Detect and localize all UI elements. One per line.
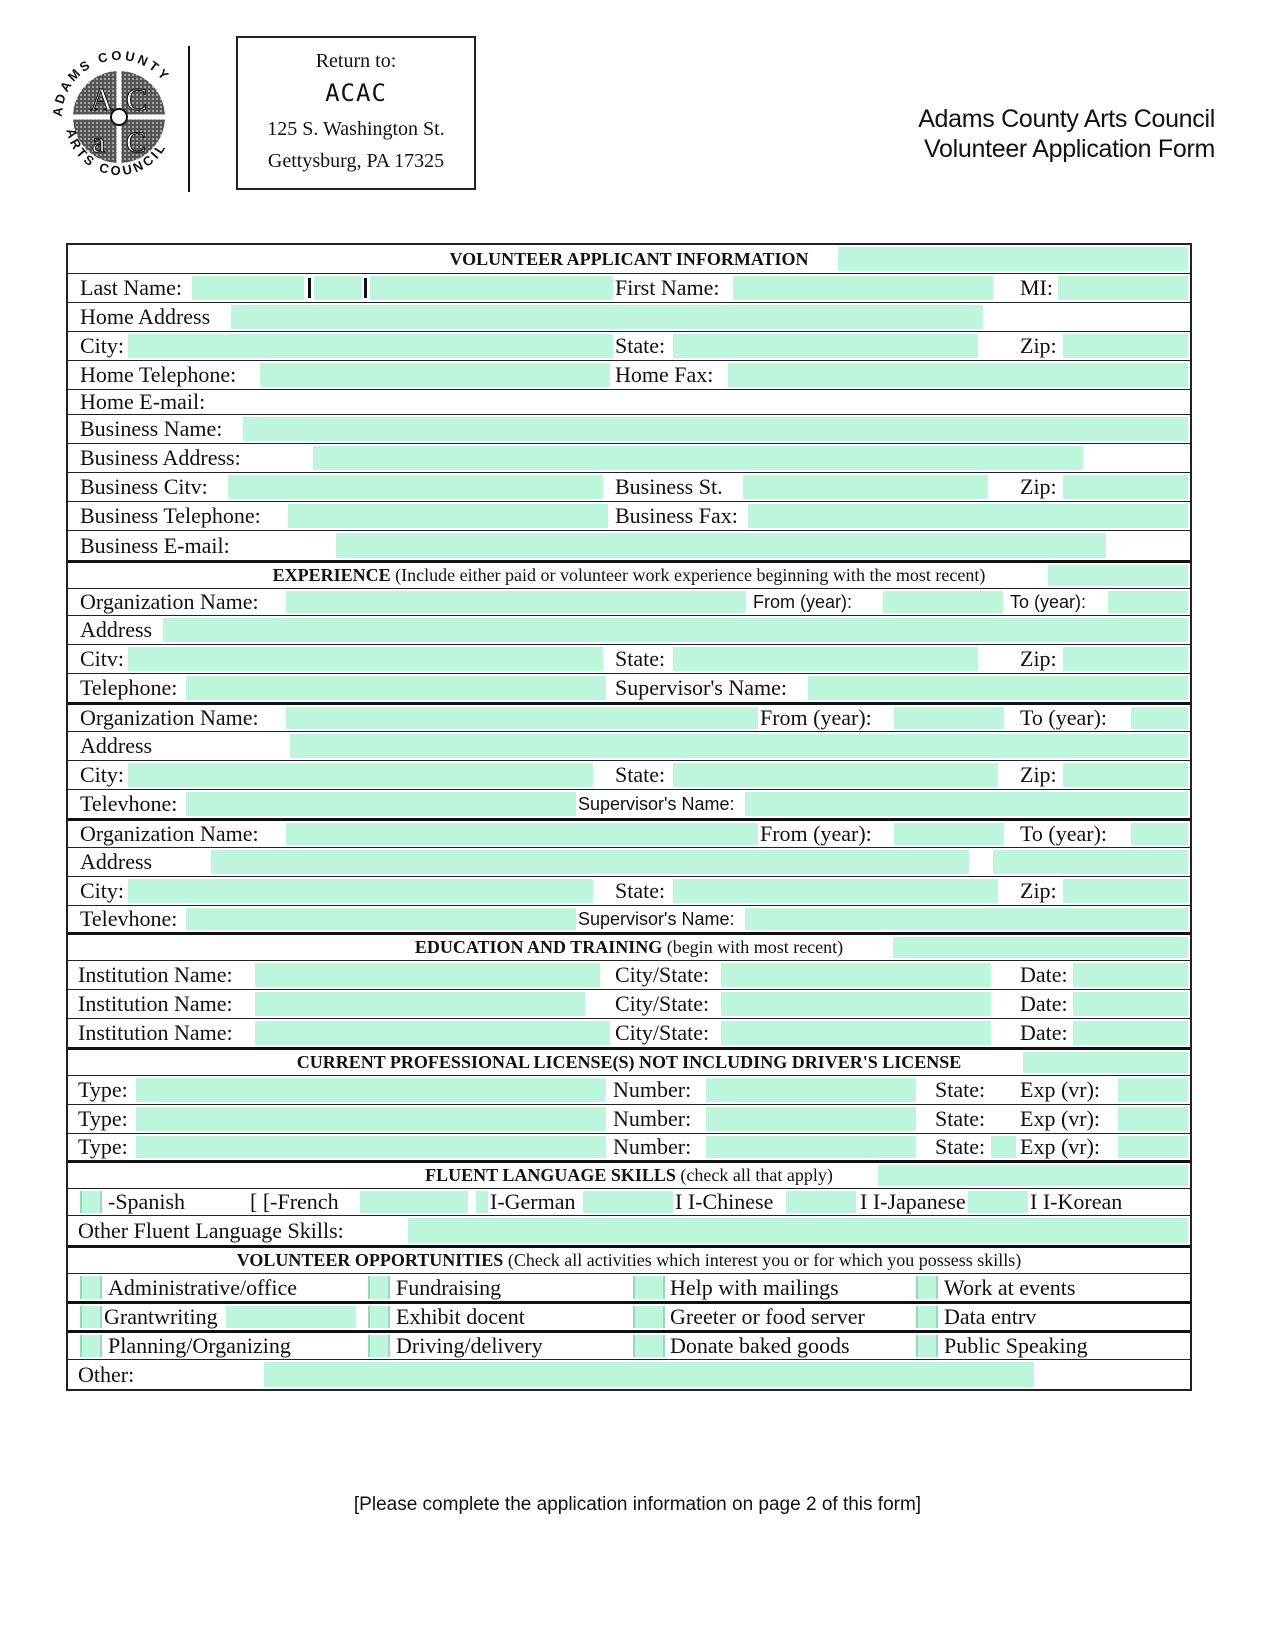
exp3-supervisor-field[interactable] [745, 908, 1188, 930]
section-subtitle-experience: (Include either paid or volunteer work experience beginning with the most recent) [390, 565, 986, 585]
exp2-phone-field[interactable] [186, 792, 586, 816]
grantwriting-field[interactable] [226, 1306, 356, 1328]
exp3-from-field[interactable] [894, 823, 1004, 845]
license2-type-label: Type: [78, 1106, 128, 1131]
opp-baked-goods-label: Donate baked goods [670, 1333, 850, 1358]
languages-options-row [68, 1188, 1190, 1215]
license1-number-label: Number: [613, 1077, 692, 1102]
business-zip-label: Zip: [1020, 474, 1057, 499]
exp1-supervisor-label: Supervisor's Name: [615, 675, 787, 700]
exp1-city-label: Citv: [80, 646, 125, 671]
exp2-row-city [68, 760, 1190, 789]
business-address-field[interactable] [313, 446, 1083, 470]
license3-type-label: Type: [78, 1134, 128, 1159]
section-title-experience: EXPERIENCE [272, 565, 391, 585]
checkbox-japanese[interactable] [786, 1191, 856, 1213]
last-name-field[interactable] [192, 276, 304, 300]
opp-events-label: Work at events [944, 1274, 1076, 1300]
edu3-date-label: Date: [1020, 1020, 1068, 1045]
business-name-label: Business Name: [80, 416, 223, 441]
business-state-field[interactable] [743, 475, 988, 499]
opp-grantwriting-label: Grantwriting [104, 1304, 218, 1329]
license1-type-label: Type: [78, 1077, 128, 1102]
return-address-line2: Gettysburg, PA 17325 [267, 150, 445, 172]
exp3-row-address [68, 847, 1190, 876]
home-fax-label: Home Fax: [615, 362, 714, 387]
city-field[interactable] [128, 334, 618, 358]
edu-row-2 [68, 989, 1190, 1018]
exp1-state-label: State: [615, 646, 666, 671]
license3-state-field[interactable] [991, 1136, 1016, 1158]
opp-mailings-label: Help with mailings [670, 1274, 839, 1300]
section-subtitle-languages: (check all that apply) [675, 1165, 833, 1185]
edu2-citystate-label: City/State: [615, 991, 710, 1016]
mi-field[interactable] [1058, 276, 1188, 300]
section-title-education: EDUCATION AND TRAINING [414, 937, 663, 957]
exp2-phone-label: Televhone: [80, 791, 178, 816]
exp3-address-field[interactable] [211, 850, 969, 874]
logo-divider [188, 46, 190, 192]
opp-administrative-label: Administrative/office [108, 1274, 297, 1300]
exp2-org-field[interactable] [286, 707, 766, 729]
exp3-zip-label: Zip: [1020, 878, 1057, 903]
svg-text:C: C [126, 81, 148, 117]
business-fax-label: Business Fax: [615, 503, 738, 528]
section-education-header [68, 932, 1190, 960]
business-city-field[interactable] [228, 475, 603, 499]
form-title [918, 104, 1215, 164]
lang-german-label: I-German [490, 1189, 576, 1214]
opp-greeter-label: Greeter or food server [670, 1304, 865, 1329]
exp2-row-phone [68, 789, 1190, 818]
edu3-institution-field[interactable] [255, 1021, 610, 1045]
opp-public-speaking-label: Public Speaking [944, 1333, 1088, 1358]
opp-fundraising-label: Fundraising [396, 1274, 502, 1300]
edu2-date-label: Date: [1020, 991, 1068, 1016]
license3-exp-field[interactable] [1118, 1136, 1188, 1158]
home-email-label: Home E-mail: [80, 389, 206, 414]
section-experience-header [68, 560, 1190, 588]
exp1-phone-label: Telephone: [80, 675, 178, 700]
exp2-state-label: State: [615, 762, 666, 787]
form-title-line2: Volunteer Application Form [924, 135, 1215, 163]
education-header-field[interactable] [893, 937, 1188, 958]
edu2-institution-label: Institution Name: [78, 991, 233, 1016]
exp2-address-label: Address [80, 733, 153, 758]
svg-text:a: a [92, 126, 106, 159]
svg-text:C: C [126, 126, 147, 159]
exp2-row-address [68, 731, 1190, 760]
checkbox-chinese[interactable] [583, 1191, 678, 1213]
exp3-from-label: From (year): [760, 821, 872, 846]
logo-bottom-text: ARTS COUNCIL [63, 126, 170, 179]
license2-number-field[interactable] [706, 1107, 916, 1131]
opportunities-row-1 [68, 1273, 1190, 1301]
logo-top-text: ADAMS COUNTY [49, 47, 174, 118]
row-home-address [68, 302, 1190, 331]
opportunities-other-row [68, 1359, 1190, 1389]
exp3-state-label: State: [615, 878, 666, 903]
last-name-field-2[interactable] [314, 276, 362, 300]
checkbox-french[interactable] [360, 1191, 468, 1213]
exp2-city-label: City: [80, 762, 125, 787]
license2-number-label: Number: [613, 1106, 692, 1131]
exp2-state-field[interactable] [673, 763, 998, 787]
checkbox-administrative[interactable] [80, 1276, 102, 1299]
exp3-org-field[interactable] [286, 823, 766, 845]
row-business-address [68, 443, 1190, 472]
exp3-phone-field[interactable] [186, 908, 586, 930]
application-form [66, 243, 1192, 1391]
exp3-city-field[interactable] [128, 879, 593, 903]
return-org: ACAC [325, 79, 387, 107]
edu-row-1 [68, 960, 1190, 989]
exp2-from-field[interactable] [894, 707, 1004, 729]
section-title-applicant: VOLUNTEER APPLICANT INFORMATION [446, 249, 811, 270]
edu3-date-field[interactable] [1073, 1021, 1188, 1045]
business-address-label: Business Address: [80, 445, 241, 470]
license1-type-field[interactable] [136, 1078, 606, 1102]
license2-type-field[interactable] [136, 1107, 606, 1131]
checkbox-german[interactable] [476, 1191, 488, 1213]
exp2-row-org [68, 702, 1190, 731]
lang-japanese-label: I I-Japanese [860, 1189, 966, 1214]
exp3-row-org [68, 818, 1190, 847]
license1-exp-field[interactable] [1118, 1078, 1188, 1102]
exp3-phone-label: Televhone: [80, 906, 178, 931]
exp2-to-field[interactable] [1131, 707, 1188, 729]
home-address-label: Home Address [80, 304, 211, 329]
other-languages-label: Other Fluent Language Skills: [76, 1216, 346, 1245]
business-fax-field[interactable] [748, 504, 1188, 528]
exp3-org-label: Organization Name: [80, 821, 259, 846]
exp1-org-label: Organization Name: [80, 589, 259, 614]
checkbox-data-entry[interactable] [916, 1306, 938, 1328]
edu1-institution-field[interactable] [255, 963, 600, 987]
business-state-label: Business St. [615, 474, 723, 499]
zip-field[interactable] [1063, 334, 1188, 358]
other-opportunities-field[interactable] [264, 1362, 1034, 1387]
home-address-field[interactable] [231, 305, 983, 329]
opp-driving-label: Driving/delivery [396, 1333, 543, 1358]
edu2-institution-field[interactable] [255, 992, 585, 1016]
exp2-city-field[interactable] [128, 763, 593, 787]
row-city [68, 331, 1190, 360]
license3-type-field[interactable] [136, 1136, 606, 1158]
edu1-date-field[interactable] [1073, 963, 1188, 987]
exp1-to-field[interactable] [1108, 591, 1188, 613]
edu1-citystate-field[interactable] [721, 963, 991, 987]
languages-header-field[interactable] [878, 1165, 1188, 1186]
row-business-email [68, 530, 1190, 560]
license-row-1 [68, 1075, 1190, 1104]
footer-note: [Please complete the application information on page 2 of this form] [353, 1494, 922, 1515]
exp3-state-field[interactable] [673, 879, 998, 903]
edu1-institution-label: Institution Name: [78, 962, 233, 987]
section-title-licenses: CURRENT PROFESSIONAL LICENSE(S) NOT INCLUDING DRIVER'S LICENSE [294, 1052, 965, 1073]
row-business-phone [68, 501, 1190, 530]
exp1-address-field[interactable] [163, 618, 1188, 642]
exp1-org-field[interactable] [286, 591, 746, 613]
exp1-state-field[interactable] [673, 647, 978, 671]
exp3-zip-field[interactable] [1063, 879, 1188, 903]
section-opportunities-header [68, 1245, 1190, 1273]
business-email-label: Business E-mail: [78, 531, 232, 560]
exp2-to-label: To (year): [1020, 705, 1108, 730]
lang-korean-label: I I-Korean [1030, 1189, 1123, 1214]
license1-number-field[interactable] [706, 1078, 916, 1102]
exp3-to-field[interactable] [1131, 823, 1188, 845]
edu1-date-label: Date: [1020, 962, 1068, 987]
license3-number-label: Number: [613, 1134, 692, 1159]
exp3-address-label: Address [80, 849, 153, 874]
edu3-citystate-label: City/State: [615, 1020, 710, 1045]
edu3-institution-label: Institution Name: [78, 1020, 233, 1045]
business-name-field[interactable] [243, 417, 1188, 441]
first-name-label: First Name: [615, 275, 720, 300]
exp1-row-org [68, 588, 1190, 615]
state-field[interactable] [673, 334, 978, 358]
edu2-date-field[interactable] [1073, 992, 1188, 1016]
business-telephone-label: Business Telephone: [80, 503, 261, 528]
opp-planning-label: Planning/Organizing [108, 1333, 291, 1358]
section-licenses-header [68, 1047, 1190, 1075]
row-home-phone [68, 360, 1190, 389]
section-title-languages: FLUENT LANGUAGE SKILLS [425, 1165, 676, 1185]
exp1-row-phone [68, 673, 1190, 702]
section-title-opportunities: VOLUNTEER OPPORTUNITIES [236, 1250, 504, 1270]
licenses-header-field[interactable] [1023, 1052, 1188, 1073]
checkbox-korean[interactable] [968, 1191, 1028, 1213]
business-city-label: Business Citv: [80, 474, 208, 499]
license1-state-label: State: [935, 1077, 986, 1102]
license-row-3 [68, 1133, 1190, 1160]
zip-label: Zip: [1020, 333, 1057, 358]
checkbox-public-speaking[interactable] [916, 1335, 938, 1357]
applicant-header-field[interactable] [838, 247, 1188, 271]
exp3-to-label: To (year): [1020, 821, 1108, 846]
license-row-2 [68, 1104, 1190, 1133]
svg-text:A: A [90, 81, 114, 117]
row-business-city [68, 472, 1190, 501]
checkbox-fundraising[interactable] [368, 1276, 390, 1299]
field-divider [308, 278, 311, 298]
edu2-citystate-field[interactable] [721, 992, 991, 1016]
exp3-row-city [68, 876, 1190, 905]
exp2-address-field[interactable] [290, 734, 1188, 758]
return-address-line1: 125 S. Washington St. [267, 118, 445, 140]
checkbox-driving[interactable] [368, 1335, 390, 1357]
row-business-name [68, 414, 1190, 443]
other-languages-field[interactable] [408, 1218, 1188, 1243]
section-applicant-header [68, 245, 1190, 273]
form-title-line1: Adams County Arts Council [918, 105, 1215, 133]
return-address-box [236, 36, 476, 190]
checkbox-greeter[interactable] [633, 1306, 665, 1328]
exp1-from-label: From (year): [751, 589, 854, 615]
checkbox-spanish[interactable] [80, 1191, 102, 1213]
exp3-supervisor-label: Supervisor's Name: [576, 906, 737, 932]
experience-header-field[interactable] [1048, 565, 1188, 586]
opportunities-row-2 [68, 1301, 1190, 1330]
opp-docent-label: Exhibit docent [396, 1304, 525, 1329]
section-languages-header [68, 1160, 1190, 1188]
row-home-email [68, 389, 1190, 414]
first-name-field[interactable] [733, 276, 993, 300]
last-name-label: Last Name: [80, 275, 183, 300]
exp2-zip-label: Zip: [1020, 762, 1057, 787]
edu-row-3 [68, 1018, 1190, 1047]
license3-number-field[interactable] [706, 1136, 916, 1158]
exp2-supervisor-field[interactable] [745, 792, 1188, 816]
lang-french-label: [ [-French [250, 1189, 339, 1214]
license2-exp-label: Exp (vr): [1020, 1106, 1101, 1131]
exp1-address-label: Address [80, 617, 153, 642]
exp1-city-field[interactable] [128, 647, 603, 671]
checkbox-mailings[interactable] [633, 1276, 665, 1299]
exp1-phone-field[interactable] [186, 676, 606, 700]
exp2-org-label: Organization Name: [80, 705, 259, 730]
exp1-zip-field[interactable] [1063, 647, 1188, 671]
exp1-to-label: To (year): [1008, 589, 1088, 615]
checkbox-baked-goods[interactable] [633, 1335, 665, 1357]
opportunities-row-3 [68, 1330, 1190, 1359]
return-to-label: Return to: [315, 50, 397, 72]
exp2-from-label: From (year): [760, 705, 872, 730]
section-subtitle-education: (begin with most recent) [662, 937, 844, 957]
exp3-row-phone [68, 905, 1190, 932]
exp1-zip-label: Zip: [1020, 646, 1057, 671]
edu3-citystate-field[interactable] [721, 1021, 991, 1045]
business-telephone-field[interactable] [288, 504, 608, 528]
exp3-city-label: City: [80, 878, 125, 903]
mi-label: MI: [1020, 275, 1053, 300]
checkbox-planning[interactable] [80, 1335, 102, 1357]
checkbox-grantwriting[interactable] [80, 1306, 102, 1328]
license2-exp-field[interactable] [1118, 1107, 1188, 1131]
lang-chinese-label: I I-Chinese [675, 1189, 774, 1214]
exp2-zip-field[interactable] [1063, 763, 1188, 787]
last-name-field-3[interactable] [370, 276, 616, 300]
home-telephone-field[interactable] [260, 363, 610, 387]
exp1-row-city [68, 644, 1190, 673]
home-fax-field[interactable] [728, 363, 1188, 387]
edu1-citystate-label: City/State: [615, 962, 710, 987]
license3-state-label: State: [935, 1134, 986, 1159]
license2-state-label: State: [935, 1106, 986, 1131]
checkbox-events[interactable] [916, 1276, 938, 1299]
exp1-supervisor-field[interactable] [808, 676, 1188, 700]
checkbox-docent[interactable] [368, 1306, 390, 1328]
exp3-address-field-2[interactable] [993, 850, 1188, 874]
exp1-row-address [68, 615, 1190, 644]
exp1-from-field[interactable] [883, 591, 1003, 613]
section-subtitle-opportunities: (Check all activities which interest you or for which you possess skills) [503, 1250, 1022, 1270]
opp-data-entry-label: Data entrv [944, 1304, 1037, 1329]
other-opportunities-label: Other: [76, 1360, 136, 1389]
acac-logo [44, 42, 194, 192]
home-telephone-label: Home Telephone: [80, 362, 237, 387]
city-label: City: [80, 333, 125, 358]
languages-other-row [68, 1215, 1190, 1245]
exp2-supervisor-label: Supervisor's Name: [576, 790, 737, 818]
license3-exp-label: Exp (vr): [1020, 1134, 1101, 1159]
license1-exp-label: Exp (vr): [1020, 1077, 1101, 1102]
business-email-field[interactable] [336, 533, 1106, 558]
lang-spanish-label: -Spanish [108, 1189, 185, 1214]
row-name [68, 273, 1190, 302]
state-label: State: [615, 333, 666, 358]
business-zip-field[interactable] [1063, 475, 1188, 499]
field-divider [364, 278, 367, 298]
logo-emblem-icon [44, 42, 194, 192]
